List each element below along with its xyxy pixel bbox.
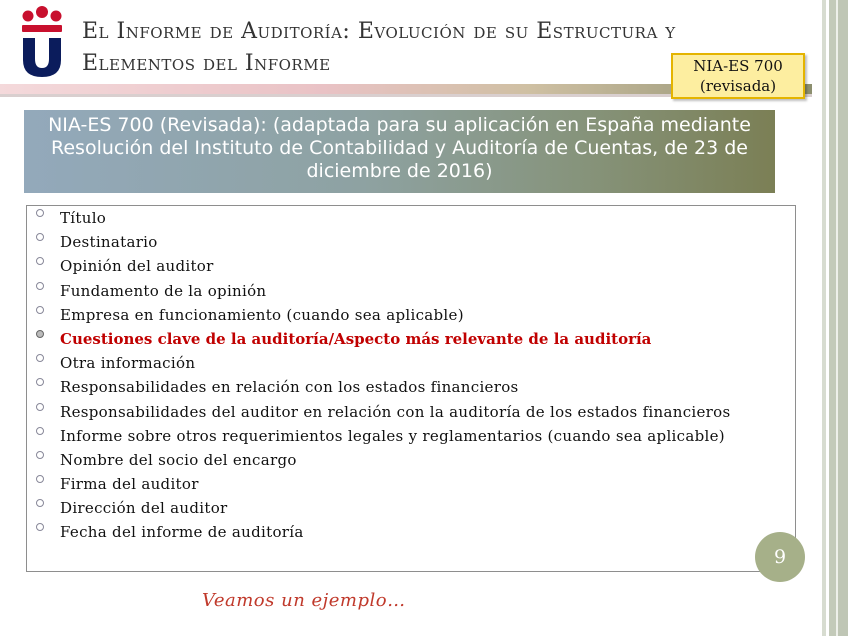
list-item [36, 401, 730, 425]
list-item-text: Fundamento de la opinión [60, 281, 267, 300]
bullet-icon [36, 257, 44, 265]
subtitle-banner [24, 110, 775, 193]
footer-link-text[interactable] [202, 590, 406, 611]
list-item-text: Otra información [60, 354, 196, 373]
list-item [36, 231, 730, 255]
bullet-icon [36, 475, 44, 483]
slide-title-line-2: Elementos del Informe [82, 51, 331, 76]
list-item [36, 521, 730, 545]
bullet-icon [36, 282, 44, 290]
list-item-highlighted [36, 328, 730, 352]
list-item-text: Responsabilidades en relación con los estados financieros [60, 378, 519, 397]
slide-border-stripe [812, 0, 848, 636]
list-item [36, 352, 730, 376]
page-number: 9 [773, 546, 787, 568]
list-item [36, 376, 730, 400]
slide-title-line-1: El Informe de Auditoría: Evolución de su Estructura y [82, 19, 676, 44]
bullet-icon [36, 330, 44, 338]
list-item-text: Firma del auditor [60, 475, 199, 494]
list-item-text: Destinatario [60, 233, 158, 252]
list-item [36, 473, 730, 497]
page-number-badge [755, 532, 805, 582]
bullet-icon [36, 209, 44, 217]
list-item [36, 207, 730, 231]
list-item [36, 304, 730, 328]
badge-line-2: (revisada) [699, 77, 777, 95]
list-item-text: Empresa en funcionamiento (cuando sea aplicable) [60, 305, 464, 324]
list-item [36, 280, 730, 304]
badge-line-1: NIA-ES 700 [693, 57, 783, 75]
bullet-icon [36, 378, 44, 386]
list-item-text: Cuestiones clave de la auditoría/Aspecto más relevante de la auditoría [60, 329, 652, 348]
bullet-icon [36, 523, 44, 531]
list-item-text: Fecha del informe de auditoría [60, 523, 304, 542]
ucm-logo-icon [20, 6, 64, 78]
bullet-icon [36, 451, 44, 459]
list-item-text: Dirección del auditor [60, 499, 228, 518]
list-item-text: Opinión del auditor [60, 257, 214, 276]
bullet-icon [36, 403, 44, 411]
list-item-text: Nombre del socio del encargo [60, 450, 297, 469]
list-item [36, 449, 730, 473]
report-elements-list [36, 207, 730, 546]
list-item [36, 425, 730, 449]
bullet-icon [36, 233, 44, 241]
list-item-text: Informe sobre otros requerimientos legales y reglamentarios (cuando sea aplicable) [60, 426, 725, 445]
list-item [36, 255, 730, 279]
bullet-icon [36, 306, 44, 314]
list-item-text: Título [60, 209, 107, 227]
footer-text[interactable]: Veamos un ejemplo… [202, 590, 406, 611]
list-item [36, 497, 730, 521]
list-item-text: Responsabilidades del auditor en relación con la auditoría de los estados financieros [60, 402, 731, 421]
bullet-icon [36, 354, 44, 362]
bullet-icon [36, 427, 44, 435]
nia-es-700-badge [671, 53, 805, 99]
banner-text: NIA-ES 700 (Revisada): (adaptada para su aplicación en España mediante Resolución del Instituto de Contabilidad y Auditoría de Cuentas, de 23 de diciembre de 2016) [48, 114, 751, 182]
bullet-icon [36, 499, 44, 507]
